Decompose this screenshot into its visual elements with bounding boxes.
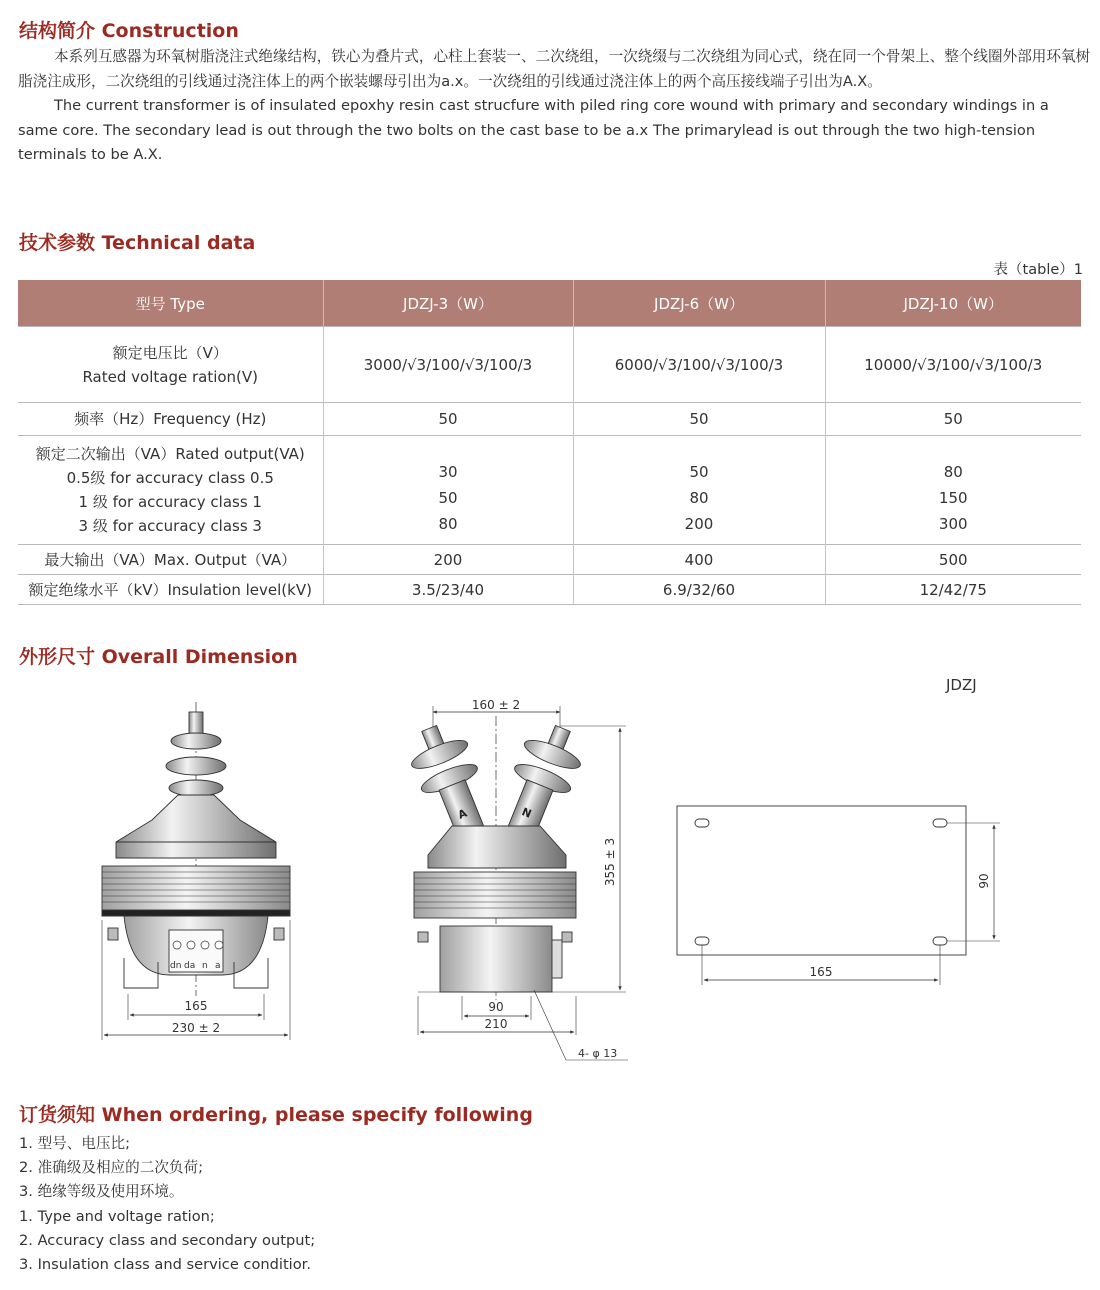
list-item: 2. 准确级及相应的二次负荷; [19,1159,204,1177]
ordering-list [19,1132,315,1277]
dimension-heading: 外形尺寸 Overall Dimension [19,646,298,668]
list-item: 3. Insulation class and service conditior. [19,1256,311,1274]
row-label: 额定绝缘水平（kV）Insulation level(kV) [18,575,323,605]
table-cell: 50 80 200 [573,436,825,545]
row-label: 额定二次输出（VA）Rated output(VA) 0.5级 for accuracy class 0.5 1 级 for accuracy class 1 3 级 for accuracy class 3 [18,436,323,545]
table-cell: 6.9/32/60 [573,575,825,605]
table-cell: 6000/√3/100/√3/100/3 [573,327,825,403]
table-row-rated-output [18,436,1081,545]
front-dim-inner: 165 [184,999,208,1013]
model-label: JDZJ [946,676,977,694]
table-row-insulation [18,575,1081,605]
table-cell: 10000/√3/100/√3/100/3 [825,327,1081,403]
list-item: 1. Type and voltage ration; [19,1207,215,1225]
table-row-max-output [18,545,1081,575]
construction-cn: 本系列互感器为环氧树脂浇注式绝缘结构，铁心为叠片式，心柱上套装一、二次绕组，一次绕缀与二次绕组为同心式，绕在同一个骨架上、整个线圈外部用环氧树脂浇注成形，二次绕组的引线通过浇注体上的两个嵌装螺母引出为a.x。一次绕组的引线通过浇注体上的两个高压接线端子引出为A.X。 [18,48,1091,90]
table-cell: 400 [573,545,825,575]
table-cell: 50 [573,403,825,436]
base-dim-width: 165 [809,965,833,979]
technical-table [18,280,1081,605]
table-cell: 50 [825,403,1081,436]
terminal-label-dn: dn [170,961,182,971]
table-cell: 3000/√3/100/√3/100/3 [323,327,573,403]
header-type: 型号 Type [18,280,323,327]
table-caption: 表（table）1 [993,262,1083,278]
terminal-label-da: da [184,961,196,971]
table-cell: 50 [323,403,573,436]
terminal-label-a: a [215,961,221,971]
row-label: 额定电压比（V） Rated voltage ration(V) [18,327,323,403]
mark-n: N [519,805,534,821]
table-row-frequency [18,403,1081,436]
base-plan-drawing [677,806,1000,985]
technical-heading: 技术参数 Technical data [19,232,256,254]
base-dim-height: 90 [977,873,991,889]
row-label: 频率（Hz）Frequency (Hz) [18,403,323,436]
table-cell: 3.5/23/40 [323,575,573,605]
mark-a: A [456,806,469,822]
table-cell: 200 [323,545,573,575]
list-item: 3. 绝缘等级及使用环境。 [19,1183,184,1201]
side-view-drawing [401,706,628,1060]
construction-en: The current transformer is of insulated epoxhy resin cast strucfure with piled ring core wound with primary and secondary windings in a same core. The secondary lead is out through the two bolts on the cast base to be a.x The primarylead is out through the two high-tension terminals to be A.X. [18,97,1049,163]
table-header-row [18,280,1081,327]
terminal-label-n: n [202,961,208,971]
side-dim-outer: 210 [484,1017,508,1031]
table-cell: 30 50 80 [323,436,573,545]
side-dim-top: 160 ± 2 [471,698,521,712]
table-row-voltage [18,327,1081,403]
table-cell: 12/42/75 [825,575,1081,605]
side-dim-inner: 90 [488,1000,504,1014]
side-dim-height: 355 ± 3 [603,837,617,887]
row-label: 最大输出（VA）Max. Output（VA） [18,545,323,575]
construction-heading: 结构简介 Construction [19,20,239,42]
header-jdzj-3: JDZJ-3（W） [323,280,573,327]
ordering-heading: 订货须知 When ordering, please specify following [19,1104,533,1126]
list-item: 2. Accuracy class and secondary output; [19,1231,316,1249]
dimension-drawings [0,690,1100,1065]
construction-text [18,45,1092,168]
table-cell: 80 150 300 [825,436,1081,545]
list-item: 1. 型号、电压比; [19,1135,131,1152]
front-dim-outer: 230 ± 2 [171,1021,221,1035]
front-view-drawing [102,702,290,1040]
header-jdzj-6: JDZJ-6（W） [573,280,825,327]
hole-label: 4- φ 13 [578,1047,618,1060]
header-jdzj-10: JDZJ-10（W） [825,280,1081,327]
table-cell: 500 [825,545,1081,575]
